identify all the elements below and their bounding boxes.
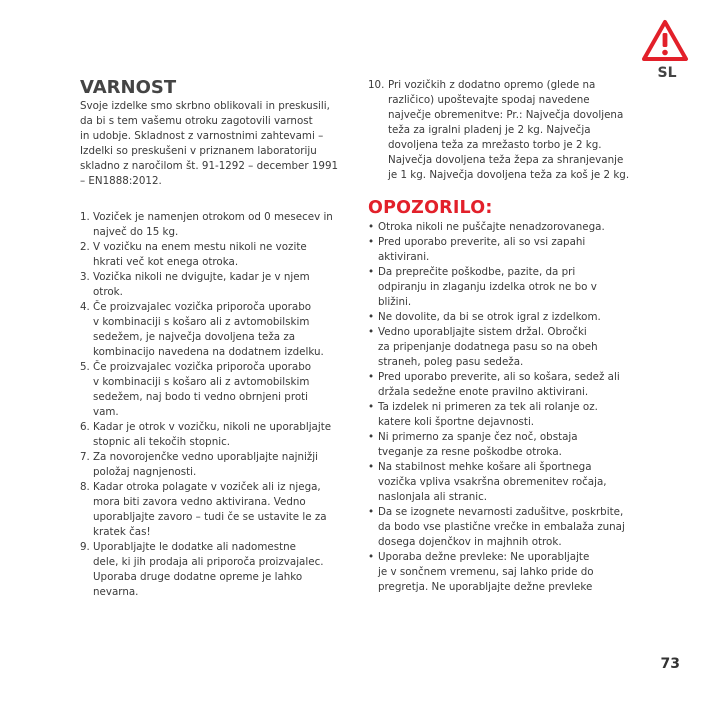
list-item: • Da se izognete nevarnosti zadušitve, poskrbite, da bodo vse plastične vrečke in embalaža zunaj dosega dojenčkov in majhnih otrok. <box>368 506 625 548</box>
list-item: • Vedno uporabljajte sistem držal. Obročki za pripenjanje dodatnega pasu so na obeh straneh, poleg pasu sedeža. <box>368 326 598 368</box>
list-item: • Na stabilnost mehke košare ali športnega vozička vpliva vsakršna obremenitev ročaja, naslonjala ali stranic. <box>368 461 607 503</box>
list-item: • Ta izdelek ni primeren za tek ali rolanje oz. katere koli športne dejavnosti. <box>368 401 598 428</box>
list-item: • Da preprečite poškodbe, pazite, da pri odpiranju in zlaganju izdelka otrok ne bo v bližini. <box>368 266 597 308</box>
safety-intro: Svoje izdelke smo skrbno oblikovali in preskusili, da bi s tem vašemu otroku zagotovili varnost in udobje. Skladnost z varnostnimi zahtevami – Izdelki so preskušeni v priznanem laboratoriju skladno z naročilom št. 91-1292 – december 1991 – EN1888:2012. <box>80 100 339 187</box>
page-number: 73 <box>660 656 680 672</box>
list-item: 5. Če proizvajalec vozička priporoča uporabo v kombinaciji s košaro ali z avtomobilskim sedežem, naj bodo ti vedno obrnjeni proti vam. <box>80 361 312 418</box>
list-item: • Ne dovolite, da bi se otrok igral z izdelkom. <box>368 311 601 323</box>
safety-list <box>80 210 352 600</box>
list-item: • Ni primerno za spanje čez noč, obstaja tveganje za resne poškodbe otroka. <box>368 431 578 458</box>
list-item: • Uporaba dežne prevleke: Ne uporabljajte je v sončnem vremenu, saj lahko pride do pregretja. Ne uporabljajte dežne prevleke <box>368 551 594 593</box>
safety-heading: VARNOST <box>80 77 177 98</box>
list-item: 6. Kadar je otrok v vozičku, nikoli ne uporabljajte stopnic ali tekočih stopnic. <box>80 421 332 448</box>
list-item: 2. V vozičku na enem mestu nikoli ne vozite hkrati več kot enega otroka. <box>80 241 307 268</box>
safety-list-continued <box>368 78 643 183</box>
warning-column <box>368 78 643 595</box>
warning-triangle-icon <box>641 19 689 63</box>
list-item: • Pred uporabo preverite, ali so vsi zapahi aktivirani. <box>368 236 586 263</box>
list-item: 8. Kadar otroka polagate v voziček ali iz njega, mora biti zavora vedno aktivirana. Vedno uporabljajte zavoro – tudi če se ustavite le za kratek čas! <box>80 481 327 538</box>
language-code: SL <box>657 65 677 81</box>
list-item: • Pred uporabo preverite, ali so košara, sedež ali držala sedežne enote pravilno aktivirani. <box>368 371 620 398</box>
safety-column <box>80 78 352 600</box>
warning-list <box>368 220 643 595</box>
list-item: 1. Voziček je namenjen otrokom od 0 mesecev in največ do 15 kg. <box>80 211 333 238</box>
list-item: 10. Pri vozičkih z dodatno opremo (glede na različico) upoštevajte spodaj navedene največje obremenitve: Pr.: Največja dovoljena teža za igralni pladenj je 2 kg. Največja dovoljena teža za mrežasto torbo je 2 kg. Največja dovoljena teža žepa za shranjevanje je 1 kg. Največja dovoljena teža za koš je 2 kg. <box>368 79 630 181</box>
list-item: 3. Vozička nikoli ne dvigujte, kadar je v njem otrok. <box>80 271 310 298</box>
list-item: 7. Za novorojenčke vedno uporabljajte najnižji položaj nagnjenosti. <box>80 451 319 478</box>
list-item: 4. Če proizvajalec vozička priporoča uporabo v kombinaciji s košaro ali z avtomobilskim sedežem, je največja dovoljena teža za kombinacijo navedena na dodatnem izdelku. <box>80 301 324 358</box>
list-item: 9. Uporabljajte le dodatke ali nadomestne dele, ki jih prodaja ali priporoča proizvajalec. Uporaba druge dodatne opreme je lahko nevarna. <box>80 541 324 598</box>
warning-heading: OPOZORILO: <box>368 198 493 218</box>
list-item: • Otroka nikoli ne puščajte nenadzorovanega. <box>368 221 605 233</box>
